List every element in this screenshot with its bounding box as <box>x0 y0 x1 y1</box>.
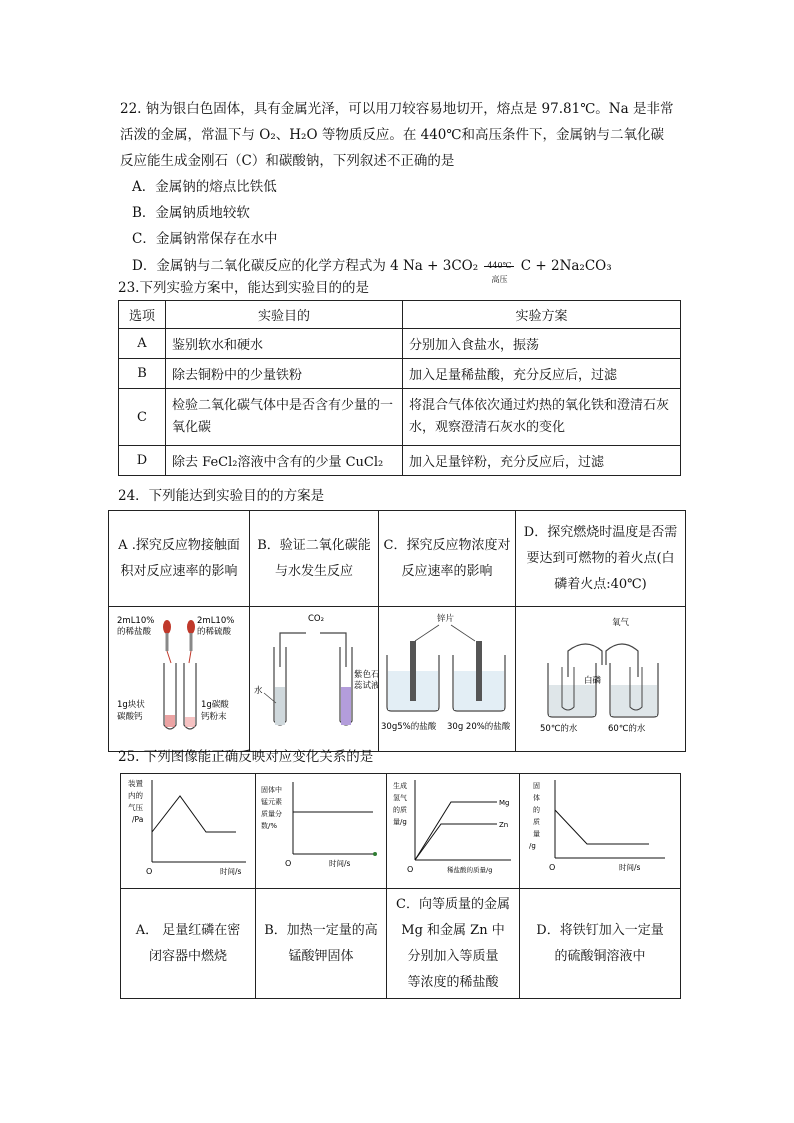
y-label-1: 装置 <box>128 779 143 788</box>
header-purpose: 实验目的 <box>166 301 403 329</box>
q22-option-c: C．金属钠常保存在水中 <box>132 231 278 247</box>
q22-stem-line-3: 反应能生成金刚石（C）和碳酸钠，下列叙述不正确的是 <box>120 153 455 169</box>
q25-graph-d <box>520 774 681 889</box>
option-c-line-4: 等浓度的稀盐酸 <box>407 974 499 990</box>
row-a-purpose: 鉴别软水和硬水 <box>166 329 403 359</box>
y-label-2: 体 <box>533 794 540 802</box>
q25-graph-a <box>121 774 256 889</box>
option-d-line-1: D．将铁钉加入一定量 <box>536 922 664 938</box>
y-label-1: 固体中 <box>261 786 282 794</box>
q24-option-a: A .探究反应物接触面积对反应速率的影响 <box>109 511 250 607</box>
right-acid-name: 的稀硫酸 <box>197 627 232 637</box>
co2-label: CO₂ <box>308 614 325 624</box>
pressure-graph <box>124 774 252 878</box>
x-label: 时间/s <box>220 867 242 876</box>
mg-series-line <box>415 802 497 860</box>
left-solid-label-2: 碳酸钙 <box>117 712 143 722</box>
test-tubes-figure <box>109 607 249 741</box>
left-acid-label: 30g5%的盐酸 <box>381 722 437 732</box>
row-c-plan: 将混合气体依次通过灼热的氧化铁和澄清石灰水，观察澄清石灰水的变化 <box>403 389 681 446</box>
data-line <box>152 796 236 832</box>
row-c-option: C <box>119 389 166 446</box>
y-label-2: 氢气 <box>393 794 407 802</box>
reaction-condition <box>484 258 514 284</box>
powder-solid <box>185 717 195 727</box>
option-c-line-1: C．向等质量的金属 <box>396 896 510 912</box>
mg-label: Mg <box>499 799 510 807</box>
table-row <box>119 359 681 389</box>
q24-option-b: B．验证二氧化碳能与水发生反应 <box>250 511 379 607</box>
phosphorus-label: 白磷 <box>583 676 601 686</box>
row-d-option: D <box>119 446 166 476</box>
zinc-strip-icon <box>476 641 482 701</box>
dropper-tube-icon <box>166 633 169 651</box>
right-solid-label-2: 钙粉末 <box>201 712 227 722</box>
manganese-graph <box>257 774 385 878</box>
pointer-line <box>415 625 439 641</box>
y-label-3: 质量分 <box>261 810 282 818</box>
q22-stem-line-1: 22. 钠为银白色固体，具有金属光泽，可以用刀较容易地切开，熔点是 97.81℃。Na 是非常 <box>120 101 674 117</box>
origin-label: O <box>285 859 292 868</box>
y-label-5: 量 <box>533 830 540 838</box>
dropper-bulb-icon <box>187 620 195 634</box>
row-a-option: A <box>119 329 166 359</box>
right-solid-label: 1g碳酸 <box>201 700 229 710</box>
right-acid-label: 30g 20%的盐酸 <box>447 722 511 732</box>
y-label-4: 量/g <box>393 818 407 826</box>
y-label-3: 的质 <box>393 806 407 814</box>
table-row <box>119 446 681 476</box>
option-c-line-2: Mg 和金属 Zn 中 <box>401 922 505 938</box>
q24-figure-c <box>379 607 516 752</box>
q25-option-d <box>520 889 681 999</box>
hydrogen-graph <box>389 774 517 878</box>
q23-stem: 23.下列实验方案中，能达到实验目的的是 <box>118 280 369 296</box>
y-label-4: 质 <box>533 818 540 826</box>
right-acid-amount: 2mL10% <box>197 616 235 626</box>
q24-figure-a <box>109 607 250 752</box>
data-line <box>555 810 649 844</box>
y-label-2: 内的 <box>128 791 143 800</box>
right-water-label: 60℃的水 <box>607 724 645 734</box>
header-option: 选项 <box>119 301 166 329</box>
table-header-row <box>119 301 681 329</box>
x-label: 时间/s <box>619 863 641 872</box>
x-label: 时间/s <box>329 859 351 868</box>
option-d-line-2: 的硫酸铜溶液中 <box>554 948 646 964</box>
water-liquid <box>275 687 285 725</box>
oxygen-label: 氧气 <box>611 618 629 628</box>
water-label: 水 <box>254 686 263 696</box>
option-c-line-3: 分别加入等质量 <box>407 948 499 964</box>
row-a-plan: 分别加入食盐水，振荡 <box>403 329 681 359</box>
left-water-label: 50℃的水 <box>539 724 577 734</box>
y-label-4: 数/% <box>261 822 278 830</box>
q24-table <box>108 510 686 752</box>
option-b-line-1: B．加热一定量的高 <box>264 922 378 938</box>
q25-stem: 25. 下列图像能正确反映对应变化关系的是 <box>118 749 374 765</box>
q24-option-d: D．探究燃烧时温度是否需要达到可燃物的着火点(白磷着火点:40℃) <box>516 511 686 607</box>
combustion-figure <box>526 607 676 741</box>
co2-tubes-figure <box>250 607 378 741</box>
q25-graph-b <box>256 774 387 889</box>
q23-table <box>118 300 681 476</box>
option-a-line-2: 闭容器中燃烧 <box>148 948 227 964</box>
table-row <box>119 389 681 446</box>
option-a-line-1: A． 足量红磷在密 <box>135 922 241 938</box>
reaction-condition-top: 440℃ <box>487 261 512 270</box>
q25-option-b <box>256 889 387 999</box>
y-label-2: 锰元素 <box>261 798 282 806</box>
left-acid-name: 的稀盐酸 <box>117 627 152 637</box>
solid-mass-graph <box>525 774 675 878</box>
water-liquid <box>611 685 657 716</box>
row-d-purpose: 除去 FeCl₂溶液中含有的少量 CuCl₂ <box>166 446 403 476</box>
litmus-liquid <box>341 687 351 725</box>
row-d-plan: 加入足量锌粉，充分反应后，过滤 <box>403 446 681 476</box>
dropper-tube-icon <box>190 633 193 651</box>
left-acid-amount: 2mL10% <box>117 616 155 626</box>
reaction-arrow-line <box>484 266 514 267</box>
q22-option-d-suffix: C + 2Na₂CO₃ <box>520 258 612 274</box>
y-label-1: 生成 <box>393 782 407 790</box>
q22-option-b: B．金属钠质地较软 <box>132 205 250 221</box>
water-liquid <box>549 685 595 716</box>
q24-figure-d <box>516 607 686 752</box>
zn-label: Zn <box>499 821 509 829</box>
q25-option-c <box>387 889 520 999</box>
x-label: 稀盐酸的质量/g <box>447 866 493 874</box>
lump-solid <box>165 715 175 727</box>
y-label-4: /Pa <box>132 815 144 824</box>
y-label-1: 固 <box>533 782 540 790</box>
left-solid-label: 1g块状 <box>117 700 145 710</box>
gas-pipe-icon <box>280 633 346 667</box>
origin-label: O <box>549 863 556 872</box>
q22-option-d-prefix: D．金属钠与二氧化碳反应的化学方程式为 4 Na + 3CO₂ <box>132 258 479 274</box>
pointer-line <box>451 625 475 641</box>
q22-option-a: A．金属钠的熔点比铁低 <box>132 179 277 195</box>
q24-stem: 24．下列能达到实验目的的方案是 <box>118 488 325 504</box>
axis-end-dot <box>373 852 377 856</box>
litmus-label-2: 蕊试液 <box>354 681 378 691</box>
row-b-option: B <box>119 359 166 389</box>
q25-graph-c <box>387 774 520 889</box>
row-b-purpose: 除去铜粉中的少量铁粉 <box>166 359 403 389</box>
y-label-3: 气压 <box>128 803 143 812</box>
header-plan: 实验方案 <box>403 301 681 329</box>
beakers-figure <box>379 607 515 741</box>
q25-table <box>120 773 681 999</box>
drip-line <box>167 651 171 663</box>
q22-option-d <box>132 254 612 284</box>
q24-option-c: C．探究反应物浓度对反应速率的影响 <box>379 511 516 607</box>
origin-label: O <box>146 867 153 876</box>
dropper-bulb-icon <box>163 620 171 634</box>
q25-option-a <box>121 889 256 999</box>
y-label-3: 的 <box>533 806 540 814</box>
row-c-purpose: 检验二氧化碳气体中是否含有少量的一氧化碳 <box>166 389 403 446</box>
table-row <box>119 329 681 359</box>
zinc-label: 锌片 <box>437 614 455 624</box>
reaction-condition-bottom: 高压 <box>491 275 508 284</box>
q22-stem-line-2: 活泼的金属，常温下与 O₂、H₂O 等物质反应。在 440℃和高压条件下，金属钠与二氧化碳 <box>120 127 664 143</box>
row-b-plan: 加入足量稀盐酸，充分反应后，过滤 <box>403 359 681 389</box>
litmus-label: 紫色石 <box>354 670 378 680</box>
drip-line <box>189 651 191 663</box>
oxygen-pipe-icon <box>568 644 638 677</box>
option-b-line-2: 锰酸钾固体 <box>288 948 354 964</box>
zinc-strip-icon <box>410 641 416 701</box>
origin-label: O <box>407 865 414 874</box>
zn-series-line <box>415 824 497 860</box>
y-label-6: /g <box>529 842 536 850</box>
q24-figure-b <box>250 607 379 752</box>
